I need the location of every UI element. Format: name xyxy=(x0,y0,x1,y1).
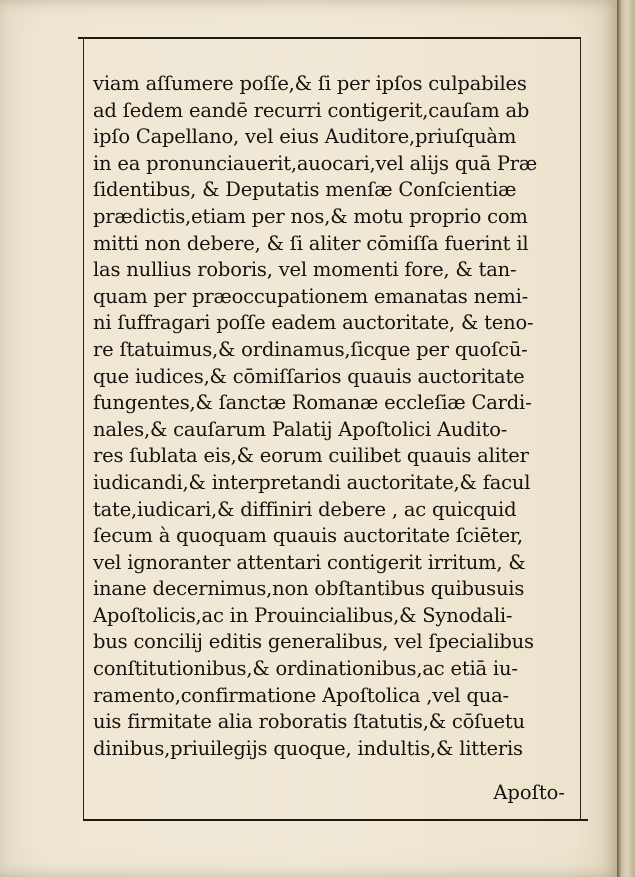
text-line: conſtitutionibus,& ordinationibus,ac etiā iu- xyxy=(93,657,518,681)
text-line: nales,& cauſarum Palatij Apoſtolici Audito- xyxy=(93,417,508,441)
text-line: bus concilij editis generalibus, vel ſpecialibus xyxy=(93,630,534,654)
text-line: ſecum à quoquam quauis auctoritate ſciēter, xyxy=(93,524,523,548)
text-line: vel ignoranter attentari contigerit irritum, & xyxy=(93,550,526,574)
text-line: viam aſſumere poſſe,& ſi per ipſos culpabiles xyxy=(93,72,527,95)
text-line: iudicandi,& interpretandi auctoritate,& facul xyxy=(93,470,531,494)
text-line: dinibus,priuilegijs quoque, indultis,& litteris xyxy=(93,736,523,760)
text-line: ſidentibus, & Deputatis menſæ Conſcientiæ xyxy=(93,178,517,202)
text-line: mitti non debere, & ſi aliter cōmiſſa fuerint il xyxy=(93,231,529,255)
catchword: Apoſto- xyxy=(493,781,565,804)
text-line: quam per præoccupationem emanatas nemi- xyxy=(93,284,529,308)
frame-corner-tick xyxy=(78,37,86,39)
text-line: uis firmitate alia roboratis ſtatutis,& cōſuetu xyxy=(93,710,525,734)
text-line: re ſtatuimus,& ordinamus,ſicque per quoſcū- xyxy=(93,337,528,361)
frame-corner-tick xyxy=(578,819,588,821)
body-text xyxy=(93,71,573,762)
text-line: in ea pronunciauerit,auocari,vel alijs quā Præ xyxy=(93,151,538,175)
text-line: ipſo Capellano, vel eius Auditore,priuſquàm xyxy=(93,125,517,149)
text-line: inane decernimus,non obſtantibus quibusuis xyxy=(93,577,525,601)
text-line: ad ſedem eandē recurri contigerit,cauſam ab xyxy=(93,98,530,122)
page-edge xyxy=(617,0,635,877)
text-line: fungentes,& ſanctæ Romanæ eccleſiæ Cardi- xyxy=(93,391,532,415)
text-line: ni ſuffragari poſſe eadem auctoritate, & teno- xyxy=(93,311,534,335)
text-line: tate,iudicari,& diffiniri debere , ac quicquid xyxy=(93,497,517,521)
text-line: que iudices,& cōmiſſarios quauis auctoritate xyxy=(93,364,525,388)
text-line: Apoſtolicis,ac in Prouincialibus,& Synodali- xyxy=(93,603,513,627)
text-line: res ſublata eis,& eorum cuilibet quauis aliter xyxy=(93,444,529,468)
text-line: ramento,confirmatione Apoſtolica ,vel qua- xyxy=(93,683,509,707)
text-line: las nullius roboris, vel momenti fore, & tan- xyxy=(93,258,517,282)
text-line: prædictis,etiam per nos,& motu proprio com xyxy=(93,204,528,228)
